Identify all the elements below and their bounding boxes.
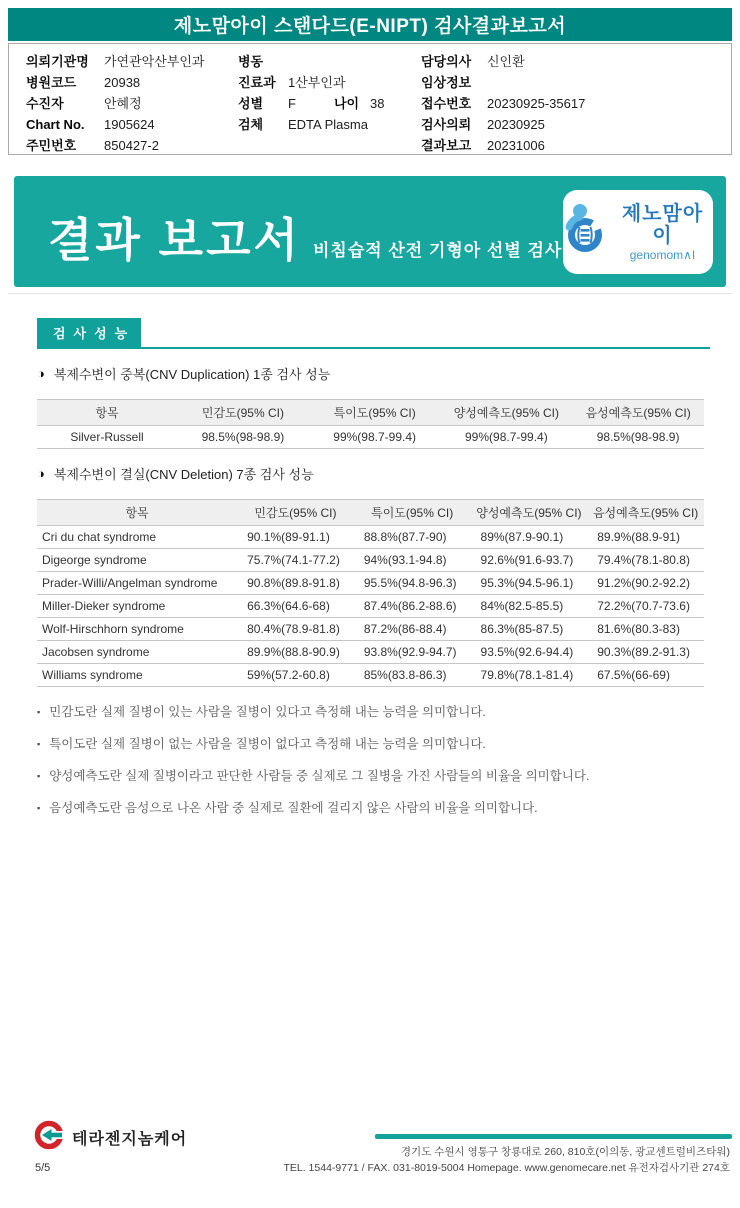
table-cell: 67.5%(66-69)	[587, 664, 704, 687]
info-row	[26, 51, 238, 72]
field-label: 검사의뢰	[421, 117, 472, 132]
footer-rule	[375, 1134, 732, 1139]
field-label: 나이	[334, 96, 360, 111]
table-cell: 90.8%(89.8-91.8)	[237, 572, 354, 595]
table-cell: 90.1%(89-91.1)	[237, 526, 354, 549]
table-cell: 85%(83.8-86.3)	[354, 664, 471, 687]
field-value: 20230925-35617	[487, 96, 586, 111]
table-cell: 98.5%(98-98.9)	[177, 426, 309, 449]
teragen-icon	[34, 1120, 64, 1155]
note-item	[37, 737, 705, 752]
field-value: 38	[370, 96, 385, 111]
table-cell: 99%(98.7-99.4)	[441, 426, 573, 449]
column-header: 양성예측도(95% CI)	[471, 500, 588, 526]
field-label: 진료과	[238, 75, 276, 90]
table-cell: Jacobsen syndrome	[37, 641, 237, 664]
square-bullet-icon: ▪	[37, 771, 41, 781]
field-label: 병동	[238, 54, 264, 69]
info-row	[421, 51, 731, 72]
table-cell: 98.5%(98-98.9)	[572, 426, 704, 449]
info-row	[26, 93, 238, 114]
genomom-logo-texts	[612, 203, 713, 262]
contact-line: TEL. 1544-9771 / FAX. 031-8019-5004 Homepage. www.genomecare.net 유전자검사기관 274호	[283, 1162, 730, 1174]
field-value: 850427-2	[104, 138, 159, 153]
column-header: 항목	[37, 500, 237, 526]
footer-address-block	[283, 1144, 730, 1176]
table-cell: Silver-Russell	[37, 426, 177, 449]
banner-title: 결과 보고서	[48, 214, 301, 266]
field-label: 성별	[238, 96, 264, 111]
info-row	[238, 93, 421, 114]
genomom-icon	[563, 203, 605, 262]
info-row	[421, 135, 731, 156]
table-cell: 79.8%(78.1-81.4)	[471, 664, 588, 687]
caption-text: 복제수변이 결실(CNV Deletion) 7종 검사 성능	[53, 467, 314, 482]
table-header-row	[37, 500, 704, 526]
definition-notes	[37, 705, 705, 833]
table-cell: Miller-Dieker syndrome	[37, 595, 237, 618]
table-row	[37, 618, 704, 641]
note-text: 민감도란 실제 질병이 있는 사람을 질병이 있다고 측정해 내는 능력을 의미합니다.	[49, 705, 486, 719]
table-cell: 75.7%(74.1-77.2)	[237, 549, 354, 572]
table-cell: 87.4%(86.2-88.6)	[354, 595, 471, 618]
info-row	[421, 72, 731, 93]
table-row	[37, 595, 704, 618]
table-cell: 99%(98.7-99.4)	[309, 426, 441, 449]
table-header-row	[37, 400, 704, 426]
table-cell: Cri du chat syndrome	[37, 526, 237, 549]
field-value	[288, 51, 306, 72]
table-caption-cnv-duplication	[37, 364, 330, 383]
square-bullet-icon: ▪	[37, 707, 41, 717]
address-line: 경기도 수원시 영통구 창룡대로 260, 810호(이의동, 광교센트럴비즈타워)	[400, 1146, 730, 1158]
note-text: 양성예측도란 실제 질병이라고 판단한 사람들 중 실제로 그 질병을 가진 사람들의 비율을 의미합니다.	[49, 769, 590, 783]
note-text: 음성예측도란 음성으로 나온 사람 중 실제로 질환에 걸리지 않은 사람의 비율을 의미합니다.	[49, 801, 538, 815]
patient-info-column-left	[26, 51, 238, 156]
half-circle-bullet-icon: ◑	[37, 366, 45, 381]
banner-text	[48, 214, 563, 266]
company-name: 테라젠지놈케어	[72, 1131, 188, 1148]
page-number: 5/5	[35, 1162, 51, 1174]
table-cell: 91.2%(90.2-92.2)	[587, 572, 704, 595]
info-row	[238, 51, 421, 72]
note-item	[37, 705, 705, 720]
table-cell: 89%(87.9-90.1)	[471, 526, 588, 549]
table-header-row	[37, 400, 704, 426]
column-header: 민감도(95% CI)	[237, 500, 354, 526]
table-row	[37, 526, 704, 549]
report-title: 제노맘아이 스탠다드(E-NIPT) 검사결과보고서	[173, 16, 567, 37]
genomom-logo-card	[563, 190, 713, 274]
table-cell: Williams syndrome	[37, 664, 237, 687]
column-header: 음성예측도(95% CI)	[587, 500, 704, 526]
half-circle-bullet-icon: ◑	[37, 466, 45, 481]
column-header: 민감도(95% CI)	[177, 400, 309, 426]
table-cell: 81.6%(80.3-83)	[587, 618, 704, 641]
field-value: 1산부인과	[288, 75, 346, 90]
patient-info-column-right	[421, 51, 731, 156]
table-row	[37, 549, 704, 572]
field-value: 가연관악산부인과	[104, 54, 205, 69]
table-cell: 88.8%(87.7-90)	[354, 526, 471, 549]
table-cell: 89.9%(88.8-90.9)	[237, 641, 354, 664]
cnv-duplication-table	[37, 399, 704, 449]
field-value: 20230925	[487, 117, 545, 132]
table-cell: 93.5%(92.6-94.4)	[471, 641, 588, 664]
field-label: 접수번호	[421, 96, 472, 111]
section-title: 검사성능	[37, 318, 141, 347]
info-row	[421, 93, 731, 114]
table-cell: 79.4%(78.1-80.8)	[587, 549, 704, 572]
info-row	[26, 72, 238, 93]
square-bullet-icon: ▪	[37, 739, 41, 749]
note-item	[37, 769, 705, 784]
table-header-row	[37, 500, 704, 526]
table-cell: 95.5%(94.8-96.3)	[354, 572, 471, 595]
banner-subtitle: 비침습적 산전 기형아 선별 검사	[312, 241, 563, 260]
table-cell: 80.4%(78.9-81.8)	[237, 618, 354, 641]
field-value: 1905624	[104, 117, 155, 132]
table-cell: 72.2%(70.7-73.6)	[587, 595, 704, 618]
table-cell: Wolf-Hirschhorn syndrome	[37, 618, 237, 641]
field-label: 의뢰기관명	[26, 54, 89, 69]
field-value: 20938	[104, 75, 141, 90]
column-header: 특이도(95% CI)	[309, 400, 441, 426]
info-row	[238, 114, 421, 135]
field-label: 병원코드	[26, 75, 77, 90]
field-label: 수진자	[26, 96, 64, 111]
info-row	[421, 114, 731, 135]
field-value: 20231006	[487, 138, 545, 153]
column-header: 음성예측도(95% CI)	[572, 400, 704, 426]
patient-info-box	[8, 43, 732, 155]
footer	[0, 1118, 740, 1193]
field-value: EDTA Plasma	[288, 117, 368, 132]
caption-text: 복제수변이 중복(CNV Duplication) 1종 검사 성능	[53, 367, 331, 382]
table-cell: 90.3%(89.2-91.3)	[587, 641, 704, 664]
report-title-bar	[8, 8, 732, 41]
table-caption-cnv-deletion	[37, 464, 314, 483]
table-row	[37, 664, 704, 687]
table-cell: 66.3%(64.6-68)	[237, 595, 354, 618]
table-cell: 92.6%(91.6-93.7)	[471, 549, 588, 572]
section-header	[37, 318, 710, 349]
genomom-logo-korean: 제노맘아이	[621, 202, 704, 247]
table-cell: Prader-Willi/Angelman syndrome	[37, 572, 237, 595]
table-cell: 87.2%(86-88.4)	[354, 618, 471, 641]
result-banner	[14, 176, 726, 287]
column-header: 양성예측도(95% CI)	[441, 400, 573, 426]
table-cell: 59%(57.2-60.8)	[237, 664, 354, 687]
table-cell: 84%(82.5-85.5)	[471, 595, 588, 618]
table-cell: 95.3%(94.5-96.1)	[471, 572, 588, 595]
table-row	[37, 572, 704, 595]
table-row	[37, 641, 704, 664]
field-value: 신인환	[487, 54, 525, 69]
table-cell: 93.8%(92.9-94.7)	[354, 641, 471, 664]
field-label: 검체	[238, 117, 264, 132]
field-label: Chart No.	[26, 117, 85, 132]
square-bullet-icon: ▪	[37, 803, 41, 813]
field-label: 담당의사	[421, 54, 472, 69]
info-row	[238, 72, 421, 93]
note-item	[37, 801, 705, 816]
field-label: 주민번호	[26, 138, 77, 153]
table-row	[37, 426, 704, 449]
column-header: 특이도(95% CI)	[354, 500, 471, 526]
table-cell: 89.9%(88.9-91)	[587, 526, 704, 549]
teragen-logo	[34, 1120, 187, 1155]
field-label: 임상정보	[421, 75, 472, 90]
note-text: 특이도란 실제 질병이 없는 사람을 질병이 없다고 측정해 내는 능력을 의미합니다.	[49, 737, 486, 751]
info-row	[26, 135, 238, 156]
table-cell: 94%(93.1-94.8)	[354, 549, 471, 572]
cnv-deletion-table	[37, 499, 704, 687]
genomom-logo-english: genomom∧I	[629, 247, 696, 262]
field-value: 안혜정	[104, 96, 142, 111]
field-value: F	[288, 96, 296, 111]
patient-info-column-middle	[238, 51, 421, 156]
info-row	[26, 114, 238, 135]
column-header: 항목	[37, 400, 177, 426]
table-cell: 86.3%(85-87.5)	[471, 618, 588, 641]
field-label: 결과보고	[421, 138, 472, 153]
banner-separator	[8, 293, 732, 294]
table-cell: Digeorge syndrome	[37, 549, 237, 572]
